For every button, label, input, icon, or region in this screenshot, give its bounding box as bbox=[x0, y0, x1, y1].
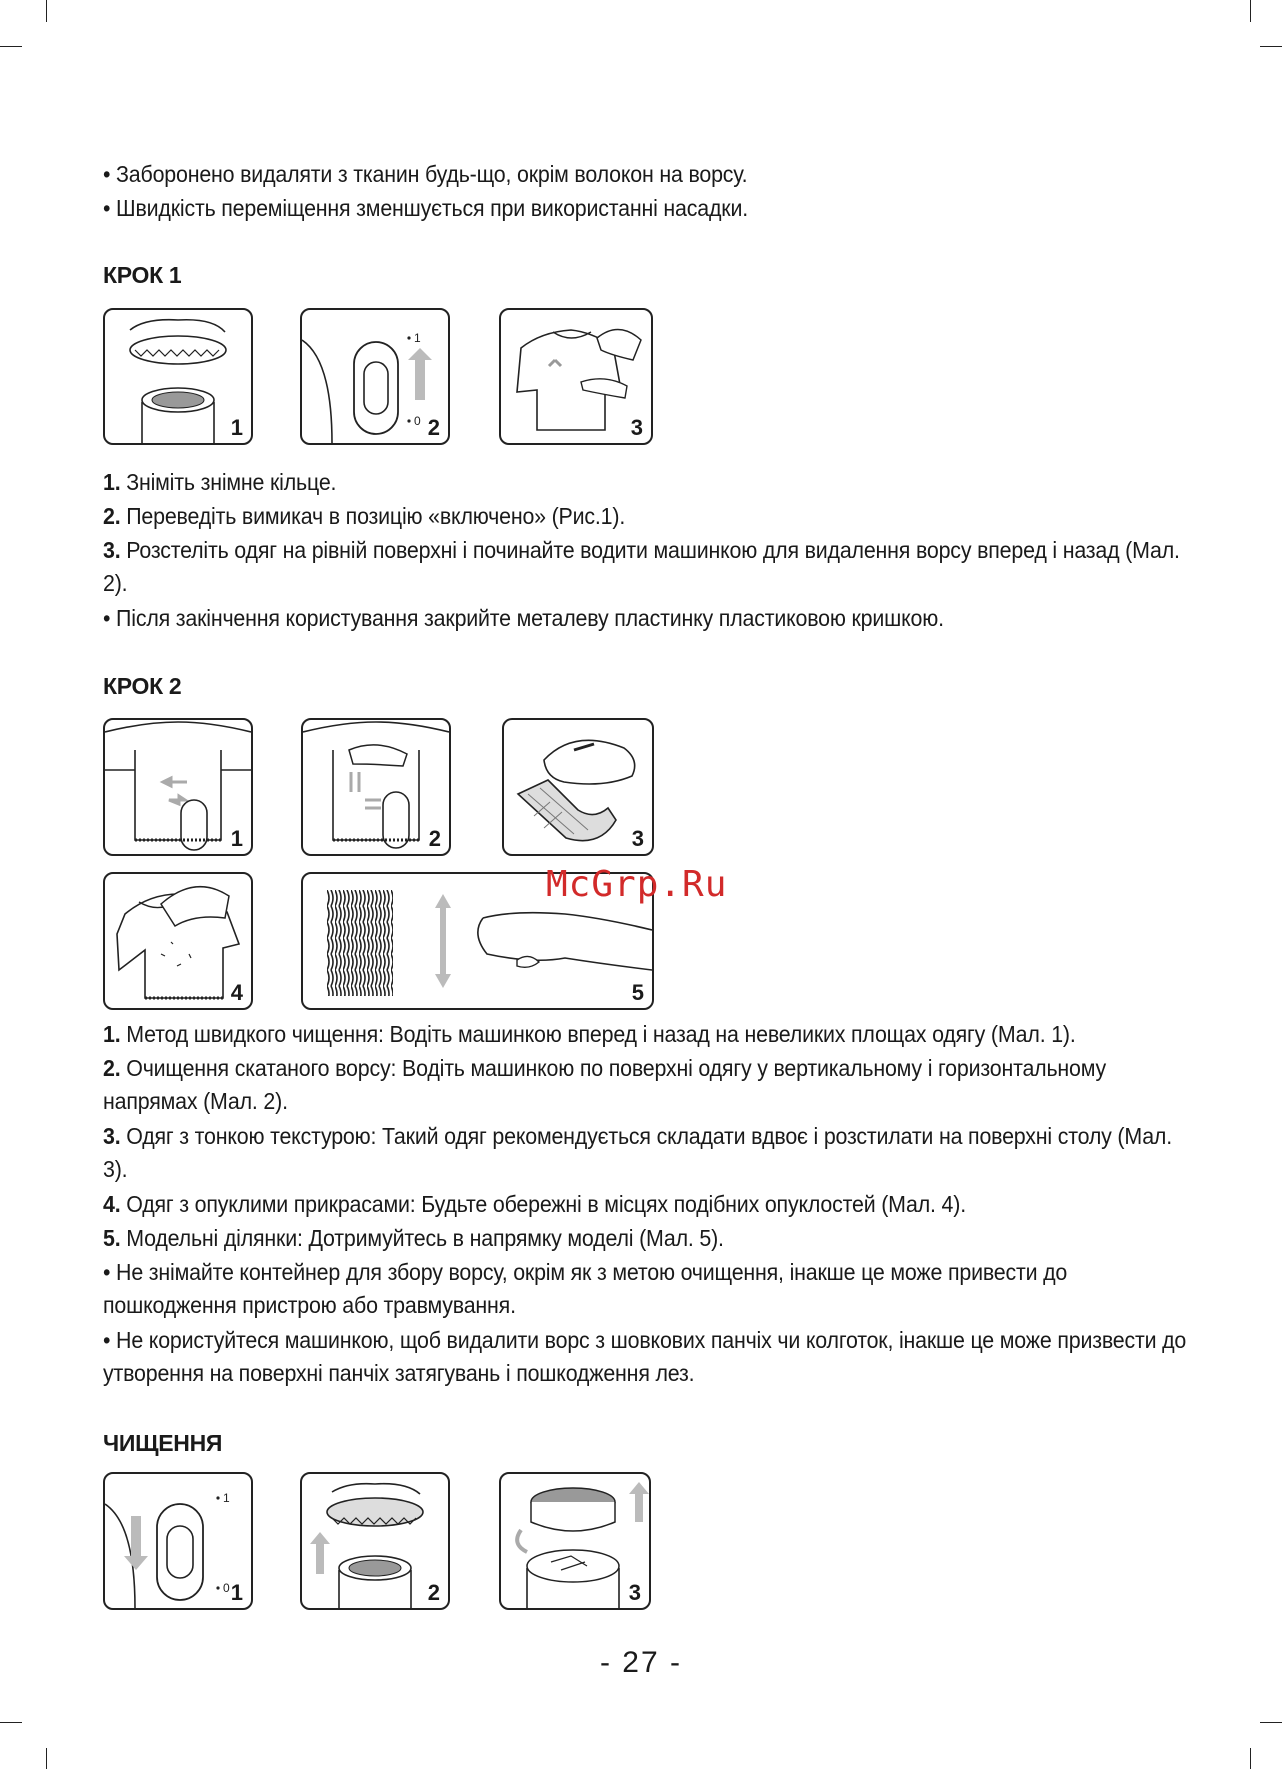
step1-figure-3 bbox=[499, 308, 653, 445]
step2-item-5 bbox=[103, 1222, 1200, 1255]
figure-number: 2 bbox=[427, 1580, 440, 1605]
figure-number: 1 bbox=[230, 415, 243, 440]
step1-item-1 bbox=[103, 466, 1200, 499]
step2-note-2: • Не користуйтеся машинкою, щоб видалити ворс з шовкових панчіх чи колготок, інакше це може призвести до утворення на поверхні панчіх затягувань і пошкодження лез. bbox=[103, 1327, 1187, 1386]
step2-item-2 bbox=[103, 1052, 1200, 1118]
item-number: 3. bbox=[103, 1123, 121, 1149]
item-number: 5. bbox=[103, 1225, 121, 1251]
item-text: Модельні ділянки: Дотримуйтесь в напрямку моделі (Мал. 5). bbox=[120, 1225, 724, 1251]
item-number: 4. bbox=[103, 1191, 121, 1217]
step2-figure-4 bbox=[103, 872, 253, 1010]
figure-number: 2 bbox=[428, 826, 441, 851]
crop-mark bbox=[0, 46, 22, 47]
item-number: 1. bbox=[103, 1021, 121, 1047]
sweater-decorations-illustration bbox=[105, 874, 251, 1008]
item-text: Одяг з опуклими прикрасами: Будьте обережні в місцях подібних опуклостей (Мал. 4). bbox=[120, 1191, 966, 1217]
crop-mark bbox=[1250, 0, 1251, 22]
step2-item-1 bbox=[103, 1018, 1200, 1051]
item-number: 1. bbox=[103, 469, 121, 495]
item-text: Одяг з тонкою текстурою: Такий одяг рекомендується складати вдвоє і розстилати на поверхні столу (Мал. 3). bbox=[103, 1123, 1172, 1182]
crop-mark bbox=[0, 1722, 22, 1723]
item-text: Очищення скатаного ворсу: Водіть машинкою по поверхні одягу у вертикальному і горизонтальному напрямах (Мал. 2). bbox=[103, 1055, 1107, 1114]
cleaning-heading: ЧИЩЕННЯ bbox=[103, 1430, 223, 1456]
crop-mark bbox=[46, 1748, 47, 1769]
step2-item-3 bbox=[103, 1120, 1200, 1186]
step1-note: • Після закінчення користування закрийте металеву пластинку пластиковою кришкою. bbox=[103, 605, 944, 631]
crop-mark bbox=[1260, 1722, 1282, 1723]
power-off-illustration bbox=[105, 1474, 251, 1608]
figure-number: 1 bbox=[230, 826, 243, 851]
figure-number: 4 bbox=[230, 980, 243, 1005]
figure-number: 2 bbox=[427, 415, 440, 440]
step2-figure-3 bbox=[502, 718, 654, 856]
switch-on-label: 1 bbox=[414, 331, 421, 345]
switch-off-label: 0 bbox=[223, 1581, 230, 1595]
step1-figure-1 bbox=[103, 308, 253, 445]
item-number: 2. bbox=[103, 503, 121, 529]
cleaning-figure-3 bbox=[499, 1472, 651, 1610]
step1-item-3 bbox=[103, 534, 1200, 600]
item-text: Розстеліть одяг на рівній поверхні і починайте водити машинкою для видалення ворсу вперед і назад (Мал. 2). bbox=[103, 537, 1180, 596]
cleaning-figure-1 bbox=[103, 1472, 253, 1610]
intro-line-2: • Швидкість переміщення зменшується при використанні насадки. bbox=[103, 195, 748, 221]
figure-number: 5 bbox=[631, 980, 644, 1005]
step1-heading: КРОК 1 bbox=[103, 262, 182, 288]
lift-ring-illustration bbox=[302, 1474, 448, 1608]
step2-note-1: • Не знімайте контейнер для збору ворсу, окрім як з метою очищення, інакше це може привести до пошкодження пристрою або травмування. bbox=[103, 1259, 1068, 1318]
remove-ring-illustration bbox=[105, 310, 251, 443]
watermark: McGrp.Ru bbox=[546, 864, 728, 905]
step1-figure-2 bbox=[300, 308, 450, 445]
step2-item-4 bbox=[103, 1188, 1200, 1221]
sweater-illustration bbox=[501, 310, 651, 443]
remove-container-illustration bbox=[501, 1474, 649, 1608]
sock-fine-texture-illustration bbox=[504, 720, 652, 854]
intro-line-1: • Заборонено видаляти з тканин будь-що, окрім волокон на ворсу. bbox=[103, 161, 748, 187]
figure-number: 1 bbox=[230, 1580, 243, 1605]
switch-on-label: 1 bbox=[223, 1491, 230, 1505]
crop-mark bbox=[1260, 46, 1282, 47]
step2-figure-1 bbox=[103, 718, 253, 856]
sweater-pilled-clean-illustration bbox=[303, 720, 449, 854]
cleaning-figure-2 bbox=[300, 1472, 450, 1610]
switch-off-label: 0 bbox=[414, 414, 421, 428]
figure-number: 3 bbox=[631, 826, 644, 851]
crop-mark bbox=[1250, 1748, 1251, 1769]
item-text: Метод швидкого чищення: Водіть машинкою вперед і назад на невеликих площах одягу (Мал. 1). bbox=[120, 1021, 1076, 1047]
step1-item-2 bbox=[103, 500, 1200, 533]
step2-heading: КРОК 2 bbox=[103, 673, 182, 699]
crop-mark bbox=[46, 0, 47, 22]
item-number: 3. bbox=[103, 537, 121, 563]
figure-number: 3 bbox=[628, 1580, 641, 1605]
step2-figure-2 bbox=[301, 718, 451, 856]
figure-number: 3 bbox=[630, 415, 643, 440]
item-text: Зніміть знімне кільце. bbox=[120, 469, 337, 495]
page-number: - 27 - bbox=[599, 1646, 683, 1679]
item-number: 2. bbox=[103, 1055, 121, 1081]
item-text: Переведіть вимикач в позицію «включено» (Рис.1). bbox=[120, 503, 626, 529]
power-switch-illustration bbox=[302, 310, 448, 443]
sweater-quick-clean-illustration bbox=[105, 720, 251, 854]
